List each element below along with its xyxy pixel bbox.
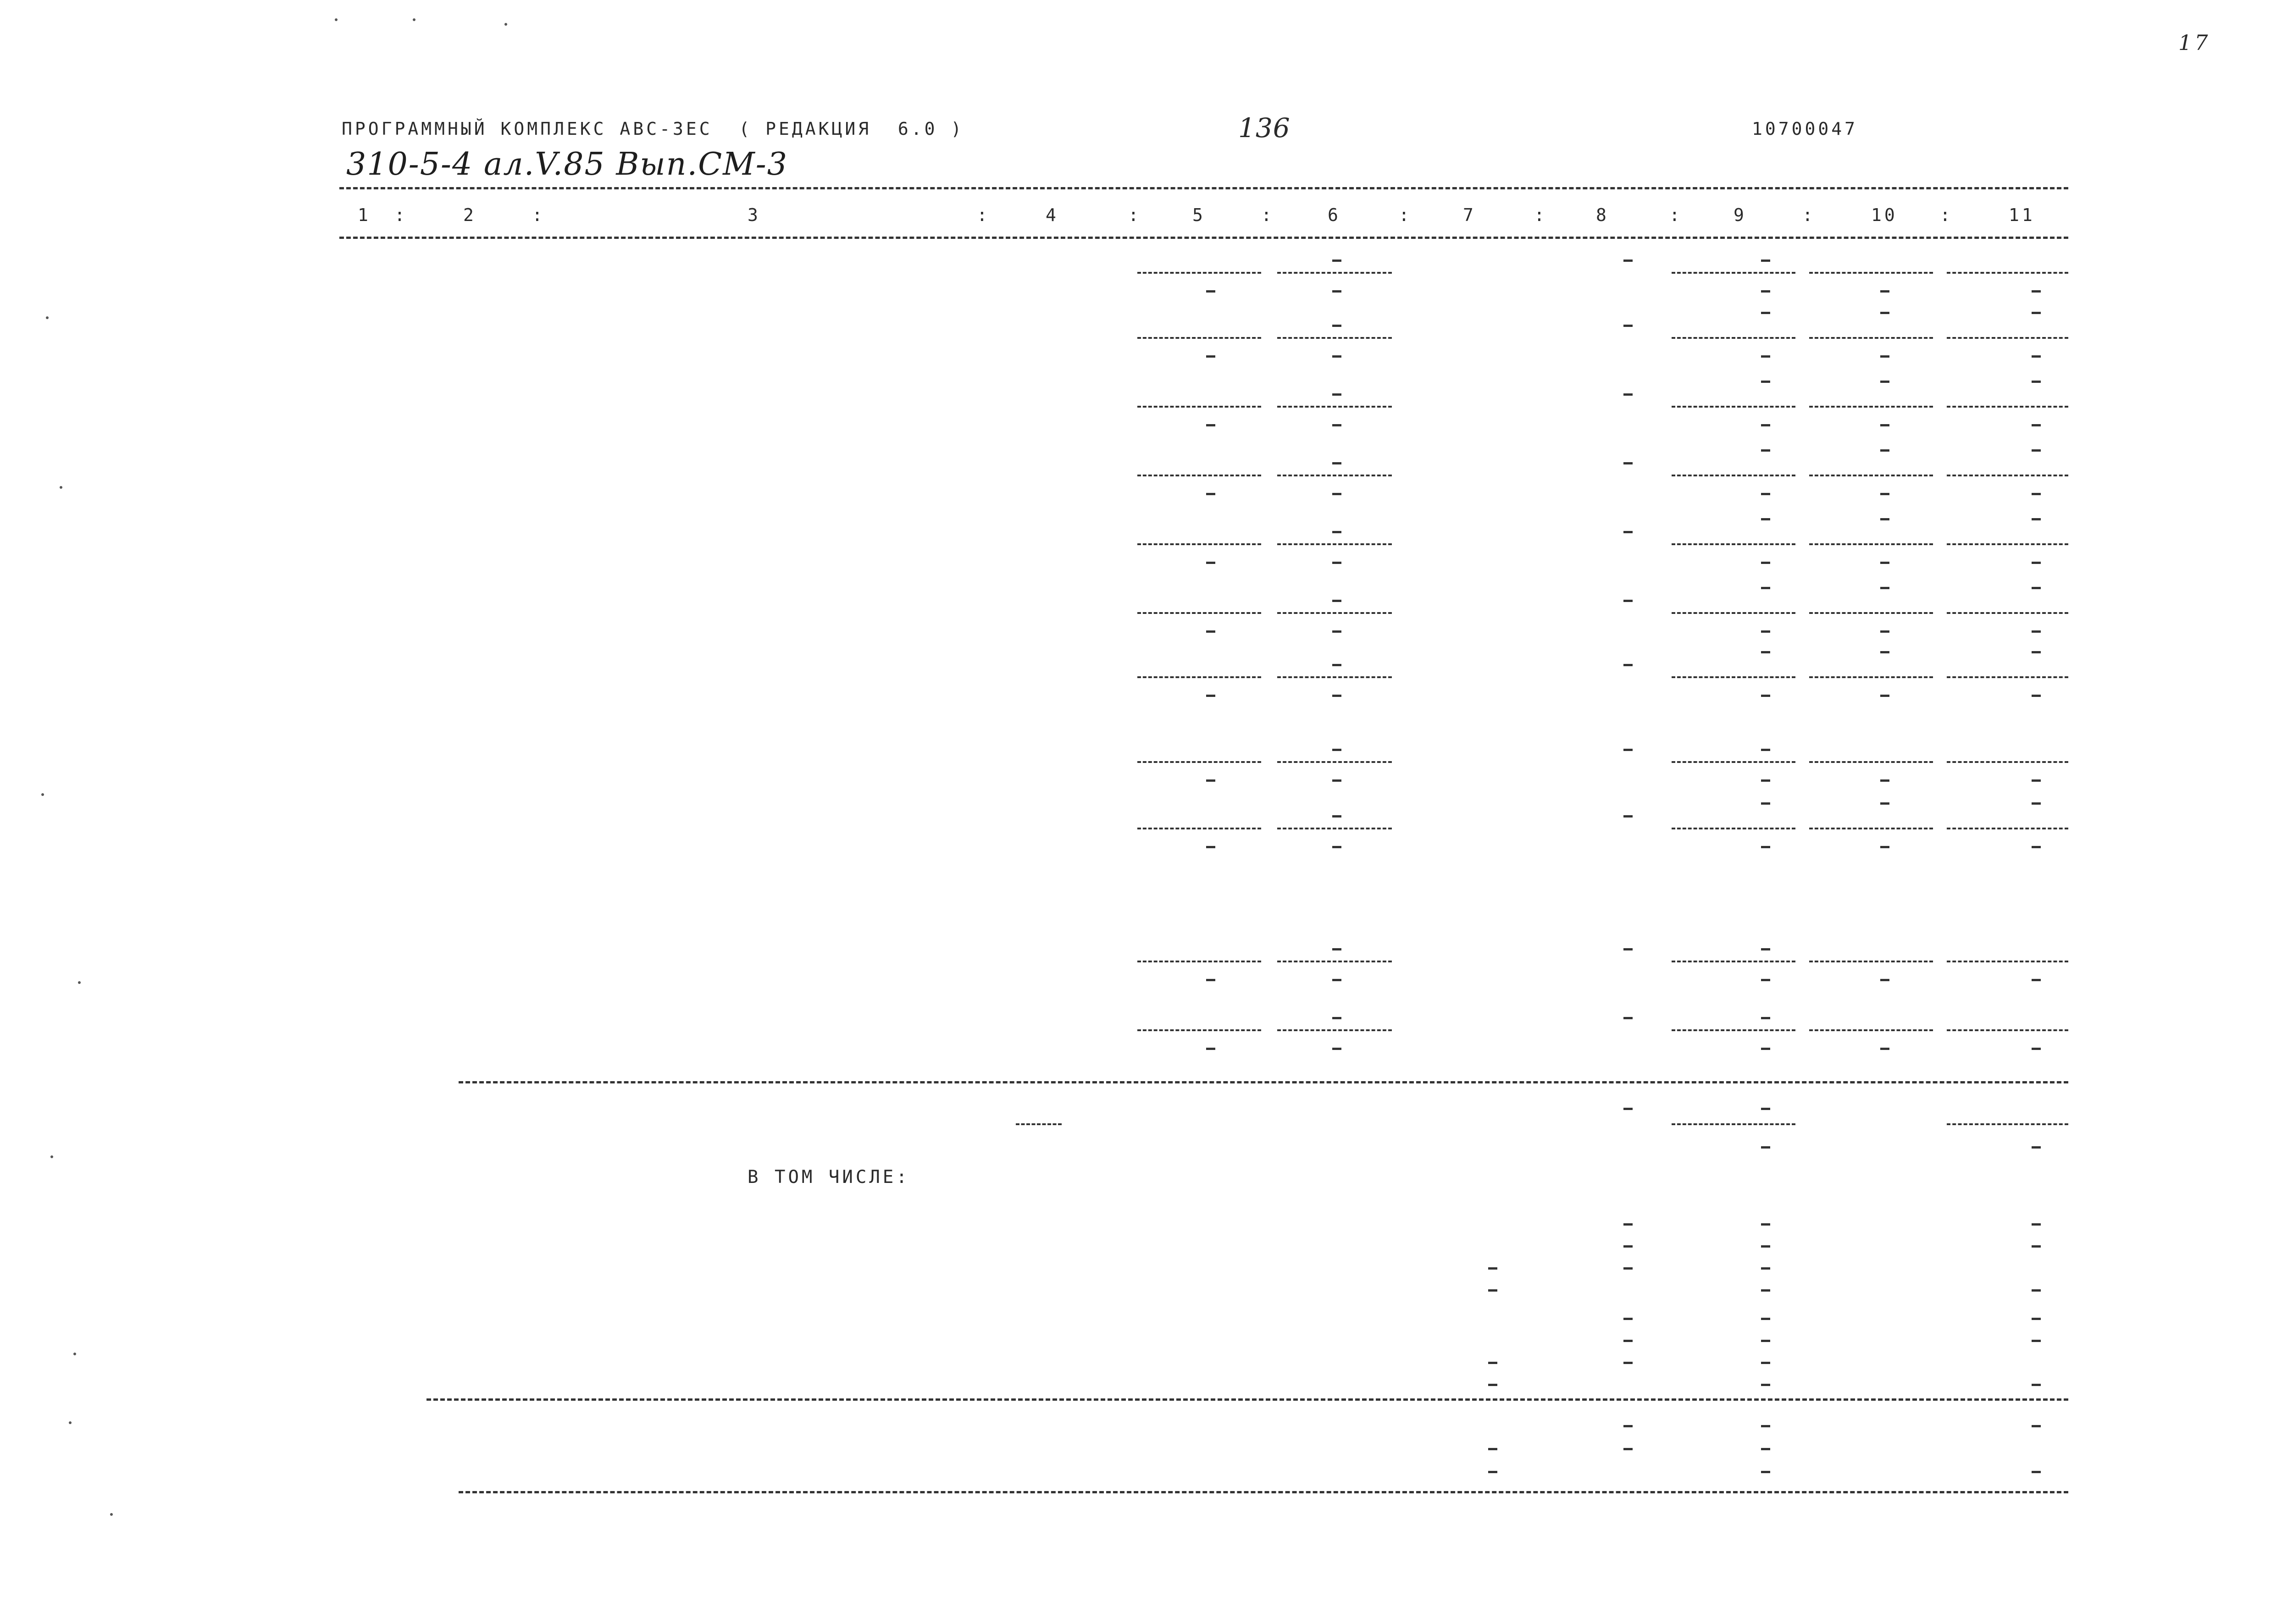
nil-dash xyxy=(1332,260,1341,262)
nil-dash xyxy=(1761,1223,1770,1226)
nil-dash xyxy=(1761,260,1770,262)
nil-dash xyxy=(1761,948,1770,950)
column-header-3: 3 xyxy=(748,205,761,225)
underline-rule xyxy=(1277,543,1392,545)
nil-dash xyxy=(1332,948,1341,950)
nil-dash xyxy=(1761,587,1770,589)
nil-dash xyxy=(2032,1425,2041,1427)
underline-rule xyxy=(1809,961,1933,962)
handwritten-reference: 310-5-4 ал.V.85 Вып.СМ-3 xyxy=(346,146,788,182)
scan-speck xyxy=(50,1155,53,1158)
nil-dash xyxy=(1206,779,1215,782)
underline-rule xyxy=(1277,612,1392,614)
nil-dash xyxy=(1332,815,1341,818)
nil-dash xyxy=(1761,979,1770,981)
nil-dash xyxy=(1761,749,1770,751)
nil-dash xyxy=(1880,449,1889,452)
page-number: 136 xyxy=(1238,112,1291,144)
nil-dash xyxy=(1761,562,1770,564)
nil-dash xyxy=(2032,1384,2041,1386)
nil-dash xyxy=(1206,290,1215,293)
underline-rule xyxy=(1672,676,1795,678)
column-separator: : xyxy=(977,205,990,225)
nil-dash xyxy=(1206,493,1215,495)
column-separator: : xyxy=(1940,205,1953,225)
nil-dash xyxy=(1623,1267,1633,1270)
column-separator: : xyxy=(1128,205,1141,225)
underline-rule xyxy=(1137,761,1261,763)
underline-rule xyxy=(1672,475,1795,476)
underline-rule xyxy=(1809,761,1933,763)
underline-rule xyxy=(1016,1123,1062,1125)
nil-dash xyxy=(2032,493,2041,495)
column-header-9: 9 xyxy=(1734,205,1747,225)
nil-dash xyxy=(1761,779,1770,782)
nil-dash xyxy=(1761,1289,1770,1292)
scan-speck xyxy=(110,1513,113,1516)
nil-dash xyxy=(1332,462,1341,464)
nil-dash xyxy=(1623,664,1633,666)
underline-rule xyxy=(1947,761,2068,763)
nil-dash xyxy=(1332,1017,1341,1019)
scan-speck xyxy=(413,18,415,21)
column-separator: : xyxy=(1802,205,1816,225)
nil-dash xyxy=(1206,355,1215,358)
nil-dash xyxy=(1761,802,1770,805)
underline-rule xyxy=(1809,475,1933,476)
underline-rule xyxy=(1947,612,2068,614)
column-separator: : xyxy=(1534,205,1547,225)
nil-dash xyxy=(2032,587,2041,589)
nil-dash xyxy=(1761,1245,1770,1248)
nil-dash xyxy=(1880,1048,1889,1050)
nil-dash xyxy=(1623,1425,1633,1427)
nil-dash xyxy=(2032,779,2041,782)
nil-dash xyxy=(1623,260,1633,262)
nil-dash xyxy=(1206,630,1215,633)
nil-dash xyxy=(1623,531,1633,533)
nil-dash xyxy=(2032,449,2041,452)
nil-dash xyxy=(1880,979,1889,981)
nil-dash xyxy=(2032,1471,2041,1473)
nil-dash xyxy=(1761,1318,1770,1320)
nil-dash xyxy=(1761,355,1770,358)
underline-rule xyxy=(1672,961,1795,962)
nil-dash xyxy=(1332,493,1341,495)
nil-dash xyxy=(2032,290,2041,293)
underline-rule xyxy=(1277,337,1392,339)
underline-rule xyxy=(1809,1029,1933,1031)
underline-rule xyxy=(1277,475,1392,476)
scan-speck xyxy=(60,486,62,489)
underline-rule xyxy=(1137,1029,1261,1031)
nil-dash xyxy=(1488,1267,1497,1270)
underline-rule xyxy=(1672,761,1795,763)
underline-rule xyxy=(1672,1123,1795,1125)
nil-dash xyxy=(1623,1223,1633,1226)
underline-rule xyxy=(1809,272,1933,274)
nil-dash xyxy=(1206,562,1215,564)
underline-rule xyxy=(1137,676,1261,678)
scan-speck xyxy=(46,316,49,319)
nil-dash xyxy=(1623,948,1633,950)
nil-dash xyxy=(1761,1340,1770,1342)
program-header: ПРОГРАММНЫЙ КОМПЛЕКС АВС-3ЕС ( РЕДАКЦИЯ 6.0 ) xyxy=(342,119,964,139)
nil-dash xyxy=(1332,531,1341,533)
nil-dash xyxy=(1332,630,1341,633)
nil-dash xyxy=(1623,1108,1633,1110)
nil-dash xyxy=(1880,355,1889,358)
corner-page-mark: 17 xyxy=(2178,30,2211,55)
nil-dash xyxy=(1880,381,1889,383)
nil-dash xyxy=(1880,846,1889,848)
underline-rule xyxy=(1947,475,2068,476)
nil-dash xyxy=(2032,802,2041,805)
nil-dash xyxy=(1761,630,1770,633)
nil-dash xyxy=(2032,1318,2041,1320)
nil-dash xyxy=(1332,749,1341,751)
nil-dash xyxy=(1761,1267,1770,1270)
underline-rule xyxy=(1809,543,1933,545)
column-separator: : xyxy=(1399,205,1412,225)
underline-rule xyxy=(1947,543,2068,545)
underline-rule xyxy=(1277,828,1392,829)
nil-dash xyxy=(1332,600,1341,602)
column-header-10: 10 xyxy=(1871,205,1898,225)
nil-dash xyxy=(1206,846,1215,848)
nil-dash xyxy=(1880,587,1889,589)
nil-dash xyxy=(1332,393,1341,396)
underline-rule xyxy=(1137,961,1261,962)
underline-rule xyxy=(1947,676,2068,678)
underline-rule xyxy=(1947,337,2068,339)
nil-dash xyxy=(1206,695,1215,697)
nil-dash xyxy=(2032,1289,2041,1292)
column-header-8: 8 xyxy=(1596,205,1609,225)
nil-dash xyxy=(1623,600,1633,602)
nil-dash xyxy=(1880,518,1889,520)
nil-dash xyxy=(1332,1048,1341,1050)
underline-rule xyxy=(1277,406,1392,408)
nil-dash xyxy=(1623,393,1633,396)
nil-dash xyxy=(2032,1223,2041,1226)
nil-dash xyxy=(2032,1245,2041,1248)
nil-dash xyxy=(1761,1108,1770,1110)
nil-dash xyxy=(1488,1289,1497,1292)
final-rule xyxy=(459,1491,2068,1493)
nil-dash xyxy=(1623,815,1633,818)
nil-dash xyxy=(1488,1471,1497,1473)
nil-dash xyxy=(1623,1448,1633,1450)
underline-rule xyxy=(1672,337,1795,339)
underline-rule xyxy=(1947,1123,2068,1125)
nil-dash xyxy=(2032,1048,2041,1050)
nil-dash xyxy=(1332,290,1341,293)
nil-dash xyxy=(1623,1017,1633,1019)
nil-dash xyxy=(1332,695,1341,697)
including-label: В ТОМ ЧИСЛЕ: xyxy=(748,1167,910,1188)
column-separator: : xyxy=(532,205,545,225)
nil-dash xyxy=(2032,312,2041,314)
nil-dash xyxy=(1880,424,1889,426)
scan-speck xyxy=(73,1353,76,1355)
underline-rule xyxy=(1947,406,2068,408)
nil-dash xyxy=(1206,979,1215,981)
nil-dash xyxy=(1761,1017,1770,1019)
nil-dash xyxy=(1761,1448,1770,1450)
nil-dash xyxy=(1761,1146,1770,1149)
nil-dash xyxy=(2032,1340,2041,1342)
underline-rule xyxy=(1947,961,2068,962)
nil-dash xyxy=(1623,1362,1633,1364)
nil-dash xyxy=(1880,779,1889,782)
column-separator: : xyxy=(1669,205,1683,225)
underline-rule xyxy=(1277,1029,1392,1031)
underline-rule xyxy=(1809,676,1933,678)
scan-speck xyxy=(78,981,81,984)
nil-dash xyxy=(1880,630,1889,633)
nil-dash xyxy=(2032,518,2041,520)
underline-rule xyxy=(1137,337,1261,339)
header-rule-bottom xyxy=(339,237,2068,239)
column-separator: : xyxy=(394,205,408,225)
nil-dash xyxy=(1623,1245,1633,1248)
column-header-1: 1 xyxy=(358,205,371,225)
underline-rule xyxy=(1947,272,2068,274)
nil-dash xyxy=(1332,664,1341,666)
nil-dash xyxy=(1332,979,1341,981)
underline-rule xyxy=(1672,828,1795,829)
underline-rule xyxy=(1947,828,2068,829)
nil-dash xyxy=(1332,562,1341,564)
nil-dash xyxy=(2032,424,2041,426)
underline-rule xyxy=(1137,543,1261,545)
underline-rule xyxy=(1809,828,1933,829)
underline-rule xyxy=(1277,761,1392,763)
column-separator: : xyxy=(1261,205,1274,225)
nil-dash xyxy=(1332,355,1341,358)
nil-dash xyxy=(1332,325,1341,327)
nil-dash xyxy=(1880,695,1889,697)
nil-dash xyxy=(1332,779,1341,782)
nil-dash xyxy=(1623,325,1633,327)
underline-rule xyxy=(1672,1029,1795,1031)
nil-dash xyxy=(1761,493,1770,495)
nil-dash xyxy=(1761,424,1770,426)
scan-speck xyxy=(504,23,507,26)
nil-dash xyxy=(2032,381,2041,383)
nil-dash xyxy=(1880,651,1889,653)
nil-dash xyxy=(2032,695,2041,697)
nil-dash xyxy=(1623,1340,1633,1342)
underline-rule xyxy=(1672,272,1795,274)
nil-dash xyxy=(1761,381,1770,383)
underline-rule xyxy=(1277,961,1392,962)
nil-dash xyxy=(2032,846,2041,848)
column-header-11: 11 xyxy=(2009,205,2035,225)
nil-dash xyxy=(1761,695,1770,697)
column-header-7: 7 xyxy=(1463,205,1476,225)
underline-rule xyxy=(1809,612,1933,614)
nil-dash xyxy=(2032,651,2041,653)
column-header-4: 4 xyxy=(1046,205,1059,225)
nil-dash xyxy=(1206,1048,1215,1050)
nil-dash xyxy=(2032,630,2041,633)
nil-dash xyxy=(1880,290,1889,293)
nil-dash xyxy=(1761,1425,1770,1427)
underline-rule xyxy=(1277,272,1392,274)
nil-dash xyxy=(1761,651,1770,653)
underline-rule xyxy=(1137,612,1261,614)
underline-rule xyxy=(1137,475,1261,476)
underline-rule xyxy=(1672,543,1795,545)
underline-rule xyxy=(1809,337,1933,339)
column-header-6: 6 xyxy=(1328,205,1341,225)
nil-dash xyxy=(1761,312,1770,314)
nil-dash xyxy=(1488,1448,1497,1450)
nil-dash xyxy=(1623,1318,1633,1320)
nil-dash xyxy=(1880,493,1889,495)
nil-dash xyxy=(2032,562,2041,564)
nil-dash xyxy=(1880,802,1889,805)
underline-rule xyxy=(1137,272,1261,274)
rows-end-rule xyxy=(459,1081,2068,1083)
nil-dash xyxy=(1761,518,1770,520)
nil-dash xyxy=(1332,846,1341,848)
nil-dash xyxy=(1623,462,1633,464)
nil-dash xyxy=(2032,1146,2041,1149)
header-rule-top xyxy=(339,187,2068,189)
scan-speck xyxy=(69,1421,72,1424)
summary-end-rule xyxy=(426,1398,2068,1401)
nil-dash xyxy=(1332,424,1341,426)
nil-dash xyxy=(1623,749,1633,751)
nil-dash xyxy=(1761,1362,1770,1364)
nil-dash xyxy=(1880,562,1889,564)
column-header-2: 2 xyxy=(463,205,476,225)
document-code: 10700047 xyxy=(1752,119,1858,139)
underline-rule xyxy=(1947,1029,2068,1031)
underline-rule xyxy=(1137,828,1261,829)
underline-rule xyxy=(1672,612,1795,614)
underline-rule xyxy=(1672,406,1795,408)
underline-rule xyxy=(1137,406,1261,408)
underline-rule xyxy=(1277,676,1392,678)
scan-speck xyxy=(41,793,44,796)
nil-dash xyxy=(1761,449,1770,452)
nil-dash xyxy=(1880,312,1889,314)
nil-dash xyxy=(1761,290,1770,293)
nil-dash xyxy=(1761,846,1770,848)
column-header-5: 5 xyxy=(1192,205,1206,225)
nil-dash xyxy=(1761,1471,1770,1473)
underline-rule xyxy=(1809,406,1933,408)
nil-dash xyxy=(2032,979,2041,981)
nil-dash xyxy=(1761,1384,1770,1386)
nil-dash xyxy=(1206,424,1215,426)
nil-dash xyxy=(1488,1362,1497,1364)
scan-speck xyxy=(335,18,338,21)
nil-dash xyxy=(2032,355,2041,358)
nil-dash xyxy=(1488,1384,1497,1386)
nil-dash xyxy=(1761,1048,1770,1050)
